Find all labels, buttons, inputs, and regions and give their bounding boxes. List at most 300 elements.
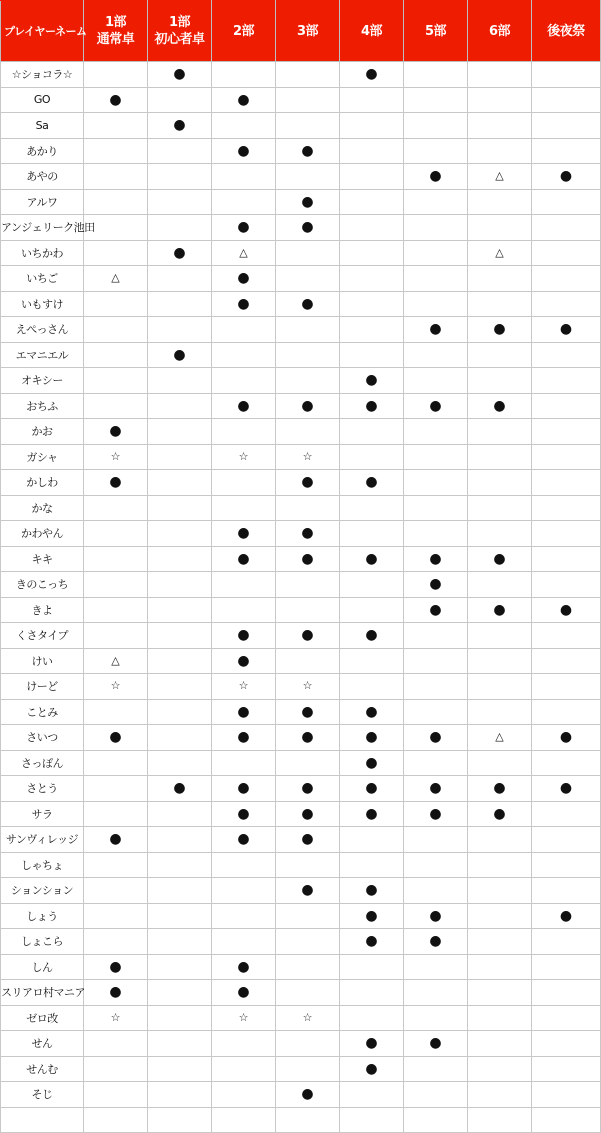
attendance-cell: △: [468, 240, 532, 266]
player-name-cell: おちふ: [1, 393, 84, 419]
attendance-cell: [340, 954, 404, 980]
attendance-cell: [532, 393, 601, 419]
column-header-afterparty: 後夜祭: [532, 1, 601, 62]
attendance-cell: [468, 368, 532, 394]
attendance-cell: [532, 623, 601, 649]
attendance-cell: ●: [404, 597, 468, 623]
table-row: [1, 929, 601, 955]
attendance-cell: ●: [276, 546, 340, 572]
attendance-cell: [468, 852, 532, 878]
attendance-cell: [404, 189, 468, 215]
player-name-cell: Sa: [1, 113, 84, 139]
attendance-cell: [468, 648, 532, 674]
attendance-cell: [468, 444, 532, 470]
attendance-cell: [212, 189, 276, 215]
attendance-cell: ●: [468, 546, 532, 572]
attendance-cell: ●: [212, 87, 276, 113]
attendance-cell: [404, 419, 468, 445]
attendance-cell: [148, 725, 212, 751]
attendance-cell: [340, 572, 404, 598]
table-row: [1, 189, 601, 215]
attendance-cell: [84, 164, 148, 190]
player-name-cell: キキ: [1, 546, 84, 572]
attendance-cell: [84, 342, 148, 368]
table-row: [1, 852, 601, 878]
attendance-cell: [404, 342, 468, 368]
attendance-cell: [148, 444, 212, 470]
table-row: [1, 980, 601, 1006]
attendance-cell: [148, 164, 212, 190]
attendance-cell: [340, 215, 404, 241]
attendance-cell: [212, 342, 276, 368]
attendance-cell: [276, 87, 340, 113]
attendance-cell: [276, 419, 340, 445]
table-row: [1, 113, 601, 139]
attendance-cell: [404, 113, 468, 139]
attendance-cell: [212, 62, 276, 88]
attendance-cell: [468, 342, 532, 368]
attendance-cell: [468, 1082, 532, 1108]
attendance-cell: [148, 87, 212, 113]
attendance-cell: [340, 240, 404, 266]
attendance-cell: [148, 495, 212, 521]
player-name-cell: ガシャ: [1, 444, 84, 470]
player-name-cell: サラ: [1, 801, 84, 827]
player-name-cell: いもすけ: [1, 291, 84, 317]
attendance-cell: ●: [340, 623, 404, 649]
attendance-cell: ●: [340, 470, 404, 496]
table-row: [1, 317, 601, 343]
attendance-cell: ☆: [84, 674, 148, 700]
attendance-cell: [84, 546, 148, 572]
player-name-cell: しょう: [1, 903, 84, 929]
attendance-cell: [404, 444, 468, 470]
table-row: [1, 572, 601, 598]
attendance-cell: [532, 801, 601, 827]
attendance-cell: ●: [404, 317, 468, 343]
table-row: [1, 87, 601, 113]
attendance-cell: [340, 597, 404, 623]
attendance-cell: [532, 1082, 601, 1108]
attendance-cell: [532, 470, 601, 496]
attendance-cell: [212, 470, 276, 496]
attendance-cell: ●: [468, 317, 532, 343]
attendance-cell: ●: [276, 623, 340, 649]
attendance-cell: [84, 317, 148, 343]
attendance-cell: [148, 1082, 212, 1108]
player-name-cell: ことみ: [1, 699, 84, 725]
attendance-cell: [404, 699, 468, 725]
attendance-cell: [532, 189, 601, 215]
attendance-cell: ☆: [212, 444, 276, 470]
attendance-cell: [148, 189, 212, 215]
table-row: [1, 1031, 601, 1057]
player-name-cell: かわやん: [1, 521, 84, 547]
attendance-cell: ●: [212, 776, 276, 802]
attendance-cell: [404, 1107, 468, 1133]
attendance-cell: [276, 62, 340, 88]
attendance-cell: [340, 342, 404, 368]
attendance-cell: ●: [276, 725, 340, 751]
table-row: [1, 291, 601, 317]
attendance-cell: ●: [532, 725, 601, 751]
table-row: [1, 1107, 601, 1133]
attendance-cell: [468, 189, 532, 215]
attendance-cell: ●: [340, 776, 404, 802]
attendance-cell: [532, 342, 601, 368]
attendance-cell: [404, 291, 468, 317]
attendance-cell: [404, 138, 468, 164]
attendance-cell: [276, 852, 340, 878]
player-name-cell: エマニエル: [1, 342, 84, 368]
table-row: [1, 750, 601, 776]
table-row: [1, 699, 601, 725]
attendance-cell: [468, 1005, 532, 1031]
attendance-cell: [340, 317, 404, 343]
attendance-cell: ☆: [276, 674, 340, 700]
attendance-cell: [148, 597, 212, 623]
attendance-cell: [276, 368, 340, 394]
attendance-cell: [212, 317, 276, 343]
player-name-cell: しょこら: [1, 929, 84, 955]
table-row: [1, 215, 601, 241]
player-name-cell: サンヴィレッジ: [1, 827, 84, 853]
attendance-cell: [532, 215, 601, 241]
column-header-2bu: 2部: [212, 1, 276, 62]
table-row: [1, 521, 601, 547]
player-name-cell: しゃちょ: [1, 852, 84, 878]
attendance-cell: [468, 1107, 532, 1133]
attendance-cell: ●: [340, 62, 404, 88]
attendance-cell: ☆: [276, 1005, 340, 1031]
attendance-cell: [84, 113, 148, 139]
attendance-cell: ●: [212, 393, 276, 419]
attendance-cell: [212, 878, 276, 904]
attendance-cell: [404, 266, 468, 292]
attendance-cell: [340, 521, 404, 547]
attendance-cell: ●: [340, 1056, 404, 1082]
attendance-cell: [404, 62, 468, 88]
attendance-cell: [340, 648, 404, 674]
table-row: [1, 138, 601, 164]
attendance-cell: ●: [212, 980, 276, 1006]
player-name-cell: アンジェリーク池田: [1, 215, 84, 241]
attendance-cell: ●: [212, 291, 276, 317]
attendance-cell: [148, 215, 212, 241]
player-name-cell: せんむ: [1, 1056, 84, 1082]
attendance-cell: [84, 138, 148, 164]
attendance-cell: ●: [276, 393, 340, 419]
attendance-cell: ●: [404, 903, 468, 929]
attendance-cell: ●: [340, 1031, 404, 1057]
attendance-cell: ●: [276, 291, 340, 317]
attendance-cell: [276, 1031, 340, 1057]
attendance-cell: [276, 266, 340, 292]
attendance-cell: [148, 929, 212, 955]
attendance-cell: [532, 521, 601, 547]
attendance-cell: [84, 852, 148, 878]
attendance-cell: [404, 648, 468, 674]
attendance-cell: [276, 572, 340, 598]
attendance-cell: [404, 87, 468, 113]
attendance-cell: [84, 189, 148, 215]
player-name-cell: スリアロ村マニア: [1, 980, 84, 1006]
attendance-cell: [276, 1107, 340, 1133]
attendance-cell: [468, 878, 532, 904]
attendance-cell: ☆: [276, 444, 340, 470]
attendance-cell: [84, 597, 148, 623]
attendance-cell: ●: [148, 62, 212, 88]
attendance-cell: ●: [404, 546, 468, 572]
attendance-cell: ●: [532, 597, 601, 623]
attendance-cell: [148, 266, 212, 292]
attendance-cell: [404, 878, 468, 904]
attendance-cell: [276, 648, 340, 674]
attendance-cell: [468, 1056, 532, 1082]
table-row: [1, 1056, 601, 1082]
attendance-cell: [84, 495, 148, 521]
attendance-cell: [340, 495, 404, 521]
attendance-cell: [468, 419, 532, 445]
attendance-cell: ●: [404, 776, 468, 802]
attendance-cell: ●: [84, 980, 148, 1006]
attendance-cell: [468, 1031, 532, 1057]
attendance-cell: ●: [404, 1031, 468, 1057]
player-name-cell: アルワ: [1, 189, 84, 215]
table-row: [1, 648, 601, 674]
player-name-cell: かしわ: [1, 470, 84, 496]
attendance-cell: ●: [340, 699, 404, 725]
attendance-cell: [340, 444, 404, 470]
attendance-cell: [148, 368, 212, 394]
player-name-cell: せん: [1, 1031, 84, 1057]
attendance-cell: ☆: [84, 444, 148, 470]
attendance-cell: [340, 419, 404, 445]
attendance-cell: [404, 368, 468, 394]
attendance-cell: [404, 852, 468, 878]
attendance-cell: [148, 470, 212, 496]
attendance-cell: [340, 674, 404, 700]
attendance-cell: [532, 878, 601, 904]
attendance-cell: [340, 852, 404, 878]
attendance-cell: [468, 954, 532, 980]
attendance-cell: [468, 572, 532, 598]
table-row: [1, 674, 601, 700]
attendance-cell: [532, 1056, 601, 1082]
attendance-cell: [212, 1082, 276, 1108]
attendance-cell: [532, 674, 601, 700]
table-row: [1, 801, 601, 827]
attendance-cell: ●: [276, 470, 340, 496]
attendance-cell: [532, 980, 601, 1006]
attendance-cell: ●: [276, 878, 340, 904]
attendance-cell: ●: [148, 342, 212, 368]
attendance-cell: ●: [468, 597, 532, 623]
attendance-cell: [148, 980, 212, 1006]
player-name-cell: かな: [1, 495, 84, 521]
attendance-cell: ●: [212, 215, 276, 241]
attendance-cell: [532, 266, 601, 292]
attendance-cell: [84, 240, 148, 266]
attendance-cell: ●: [212, 801, 276, 827]
attendance-cell: [148, 827, 212, 853]
attendance-cell: [212, 929, 276, 955]
attendance-cell: ●: [212, 827, 276, 853]
attendance-cell: ●: [148, 113, 212, 139]
attendance-cell: [276, 164, 340, 190]
player-name-cell: ゼロ改: [1, 1005, 84, 1031]
attendance-cell: [212, 368, 276, 394]
attendance-cell: [404, 521, 468, 547]
attendance-cell: [84, 929, 148, 955]
attendance-cell: ●: [468, 801, 532, 827]
attendance-cell: [340, 827, 404, 853]
attendance-cell: [468, 623, 532, 649]
attendance-cell: [532, 1005, 601, 1031]
table-row: [1, 546, 601, 572]
attendance-cell: [276, 954, 340, 980]
table-row: [1, 827, 601, 853]
attendance-cell: [212, 750, 276, 776]
attendance-cell: [532, 852, 601, 878]
attendance-cell: [468, 215, 532, 241]
player-name-cell: GO: [1, 87, 84, 113]
attendance-cell: [468, 980, 532, 1006]
attendance-cell: ●: [340, 903, 404, 929]
table-body: [1, 62, 601, 1133]
table-row: [1, 470, 601, 496]
header-row: [1, 1, 601, 62]
table-row: [1, 903, 601, 929]
attendance-cell: [148, 878, 212, 904]
attendance-cell: [532, 699, 601, 725]
attendance-cell: [276, 317, 340, 343]
attendance-cell: ●: [404, 164, 468, 190]
attendance-cell: [148, 1107, 212, 1133]
attendance-cell: [340, 1107, 404, 1133]
attendance-cell: [212, 572, 276, 598]
attendance-cell: [276, 597, 340, 623]
attendance-cell: ●: [468, 776, 532, 802]
attendance-cell: [468, 521, 532, 547]
attendance-cell: [148, 903, 212, 929]
attendance-cell: [212, 1107, 276, 1133]
attendance-cell: ●: [148, 240, 212, 266]
attendance-cell: ●: [532, 317, 601, 343]
attendance-cell: [468, 113, 532, 139]
attendance-cell: [404, 495, 468, 521]
attendance-cell: [148, 1005, 212, 1031]
attendance-cell: [532, 1031, 601, 1057]
attendance-cell: [84, 393, 148, 419]
attendance-cell: [532, 546, 601, 572]
attendance-cell: [148, 750, 212, 776]
attendance-cell: ●: [84, 954, 148, 980]
player-name-cell: あやの: [1, 164, 84, 190]
attendance-cell: [532, 495, 601, 521]
attendance-cell: [468, 291, 532, 317]
attendance-cell: ●: [340, 725, 404, 751]
column-header-3bu: 3部: [276, 1, 340, 62]
attendance-cell: [532, 62, 601, 88]
attendance-cell: ●: [276, 189, 340, 215]
attendance-cell: ●: [404, 572, 468, 598]
attendance-cell: ●: [276, 521, 340, 547]
attendance-cell: [84, 801, 148, 827]
attendance-cell: ●: [340, 878, 404, 904]
attendance-cell: [276, 929, 340, 955]
attendance-cell: [532, 87, 601, 113]
attendance-cell: [468, 827, 532, 853]
attendance-cell: [212, 597, 276, 623]
attendance-cell: [84, 878, 148, 904]
attendance-cell: ●: [404, 393, 468, 419]
attendance-cell: [340, 87, 404, 113]
player-name-cell: きよ: [1, 597, 84, 623]
column-header-6bu: 6部: [468, 1, 532, 62]
attendance-cell: [340, 113, 404, 139]
table-row: [1, 495, 601, 521]
attendance-cell: ●: [84, 470, 148, 496]
attendance-cell: [404, 1082, 468, 1108]
attendance-cell: [212, 1031, 276, 1057]
attendance-cell: [532, 827, 601, 853]
attendance-cell: [84, 1056, 148, 1082]
attendance-cell: [148, 852, 212, 878]
attendance-cell: [468, 699, 532, 725]
player-name-cell: ションション: [1, 878, 84, 904]
attendance-cell: ●: [276, 1082, 340, 1108]
attendance-cell: [404, 470, 468, 496]
attendance-cell: [84, 623, 148, 649]
attendance-cell: [404, 623, 468, 649]
attendance-cell: [148, 419, 212, 445]
attendance-cell: [404, 750, 468, 776]
attendance-cell: [212, 852, 276, 878]
attendance-cell: [148, 291, 212, 317]
attendance-cell: ☆: [84, 1005, 148, 1031]
attendance-cell: ●: [404, 929, 468, 955]
attendance-cell: [212, 1056, 276, 1082]
attendance-cell: [84, 699, 148, 725]
attendance-cell: [84, 291, 148, 317]
table-row: [1, 1082, 601, 1108]
attendance-cell: ●: [532, 776, 601, 802]
attendance-cell: [404, 1005, 468, 1031]
attendance-cell: [468, 750, 532, 776]
attendance-cell: [84, 62, 148, 88]
attendance-cell: ●: [276, 138, 340, 164]
attendance-cell: [340, 266, 404, 292]
attendance-cell: [340, 980, 404, 1006]
attendance-cell: [468, 495, 532, 521]
attendance-cell: [148, 572, 212, 598]
attendance-cell: [84, 776, 148, 802]
attendance-cell: [532, 419, 601, 445]
attendance-cell: △: [212, 240, 276, 266]
attendance-cell: ●: [404, 801, 468, 827]
player-name-cell: さっぽん: [1, 750, 84, 776]
player-name-cell: さとう: [1, 776, 84, 802]
attendance-cell: [468, 674, 532, 700]
attendance-cell: [84, 368, 148, 394]
attendance-cell: [148, 1056, 212, 1082]
attendance-cell: [532, 929, 601, 955]
attendance-cell: ●: [340, 929, 404, 955]
attendance-cell: ●: [340, 368, 404, 394]
attendance-cell: [404, 954, 468, 980]
attendance-cell: [148, 317, 212, 343]
